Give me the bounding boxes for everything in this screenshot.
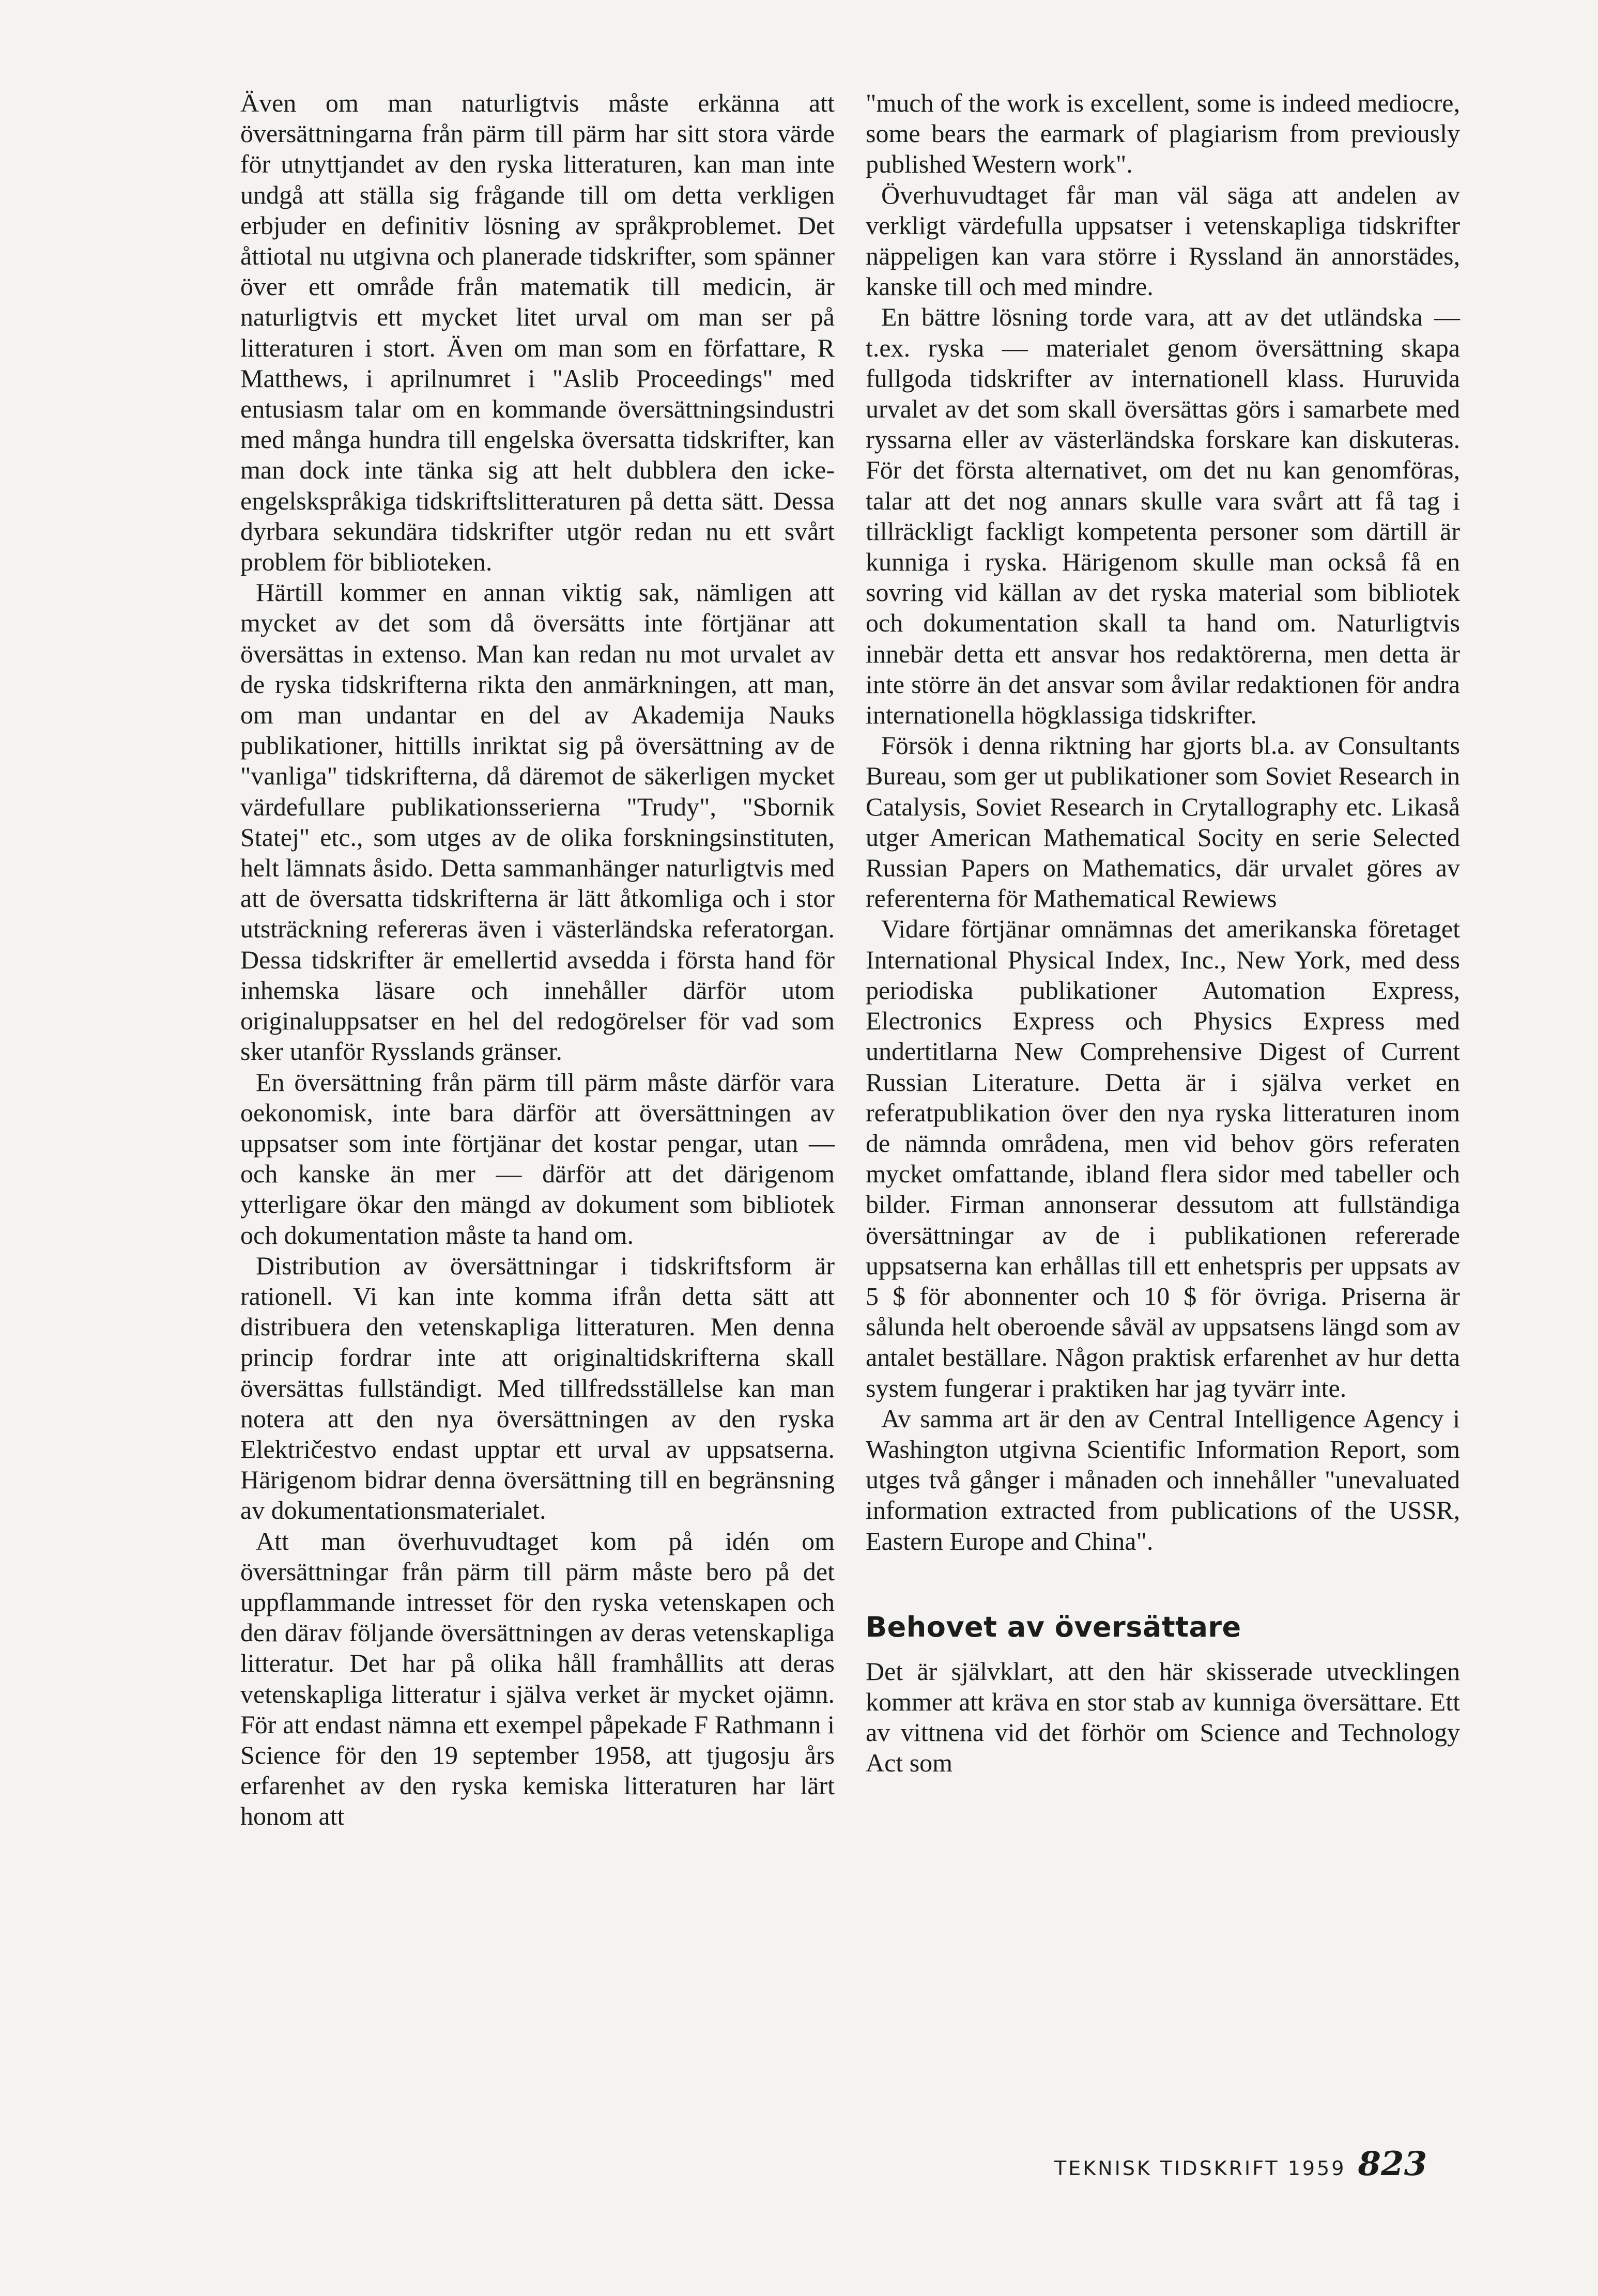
section-heading: Behovet av översättare bbox=[866, 1610, 1241, 1643]
paragraph: Att man överhuvudtaget kom på idén om översättningar från pärm till pärm måste bero på det uppflammande intresset för den ryska vetenskapen och den därav följande översättningen av deras vetenskapliga litteratur. Det har på olika håll framhållits att deras vetenskapliga litteratur i själva verket är mycket ojämn. För att endast nämna ett exempel påpekade F Rathmann i Science för den 19 september 1958, att tjugosju års erfarenhet av den ryska kemiska litteraturen har lärt honom att bbox=[240, 1526, 835, 1831]
paragraph: Överhuvudtaget får man väl säga att andelen av verkligt värdefulla uppsatser i vetenskapliga tidskrifter näppeligen kan vara större i Ryssland än annorstädes, kanske till och med mindre. bbox=[866, 180, 1460, 301]
paragraph: En bättre lösning torde vara, att av det utländska — t.ex. ryska — materialet genom översättning skapa fullgoda tidskrifter av internationell klass. Huruvida urvalet av det som skall översättas görs i samarbete med ryssarna eller av västerländska forskare kan diskuteras. För det första alternativet, om det nu kan genomföras, talar att det nog annars skulle vara svårt att få tag i tillräckligt fackligt kompetenta personer som därtill är kunniga i ryska. Härigenom skulle man också få en sovring vid källan av det ryska material som bibliotek och dokumentation skall ta hand om. Naturligtvis innebär detta ett ansvar hos redaktörerna, men detta är inte större än det ansvar som åvilar redaktionen för andra internationella högklassiga tidskrifter. bbox=[866, 302, 1460, 730]
page-number: 823 bbox=[1358, 2145, 1427, 2183]
right-column bbox=[866, 88, 1460, 1779]
paragraph: Härtill kommer en annan viktig sak, nämligen att mycket av det som då översätts inte förtjänar att översättas in extenso. Man kan redan nu mot urvalet av de ryska tidskrifterna rikta den anmärkningen, att man, om man undantar en del av Akademija Nauks publikationer, hittills inriktat sig på översättning av de "vanliga" tidskrifterna, då däremot de säkerligen mycket värdefullare publikationsserierna "Trudy", "Sbornik Statej" etc., som utges av de olika forskningsinstituten, helt lämnats åsido. Detta sammanhänger naturligtvis med att de översatta tidskrifterna är lätt åtkomliga och i stor utsträckning refereras även i västerländska referatorgan. Dessa tidskrifter är emellertid avsedda i första hand för inhemska läsare och innehåller därför utom originaluppsatser en hel del redogörelser för vad som sker utanför Rysslands gränser. bbox=[240, 578, 835, 1066]
journal-name: TEKNISK TIDSKRIFT 1959 bbox=[1054, 2157, 1346, 2180]
paragraph: Det är självklart, att den här skisserade utvecklingen kommer att kräva en stor stab av kunniga översättare. Ett av vittnena vid det förhör om Science and Technology Act som bbox=[866, 1656, 1460, 1778]
paragraph: Av samma art är den av Central Intelligence Agency i Washington utgivna Scientific Information Report, som utges två gånger i månaden och innehåller "unevaluated information extracted from publications of the USSR, Eastern Europe and China". bbox=[866, 1404, 1460, 1555]
paragraph: "much of the work is excellent, some is indeed mediocre, some bears the earmark of plagiarism from previously published Western work". bbox=[866, 88, 1460, 179]
paragraph: Försök i denna riktning har gjorts bl.a. av Consultants Bureau, som ger ut publikationer som Soviet Research in Catalysis, Soviet Research in Crytallography etc. Likaså utger American Mathematical Socity en serie Selected Russian Papers on Mathematics, där urvalet göres av referenterna för Mathematical Rewiews bbox=[866, 731, 1460, 913]
page-footer bbox=[1054, 2145, 1571, 2183]
paragraph: En översättning från pärm till pärm måste därför vara oekonomisk, inte bara därför att översättningen av uppsatser som inte förtjänar det kostar pengar, utan — och kanske än mer — därför att det därigenom ytterligare ökar den mängd av dokument som bibliotek och dokumentation måste ta hand om. bbox=[240, 1067, 835, 1250]
paragraph: Vidare förtjänar omnämnas det amerikanska företaget International Physical Index, Inc., New York, med dess periodiska publikationer Automation Express, Electronics Express och Physics Express med undertitlarna New Comprehensive Digest of Current Russian Literature. Detta är i själva verket en referatpublikation över den nya ryska litteraturen inom de nämnda områdena, men vid behov görs referaten mycket omfattande, ibland flera sidor med tabeller och bilder. Firman annonserar dessutom att fullständiga översättningar av de i publikationen refererade uppsatserna kan erhållas till ett enhetspris per uppsats av 5 $ för abonnenter och 10 $ för övriga. Priserna är sålunda helt oberoende såväl av uppsatsens längd som av antalet beställare. Någon praktisk erfarenhet av hur detta system fungerar i praktiken har jag tyvärr inte. bbox=[866, 914, 1460, 1403]
paragraph: Även om man naturligtvis måste erkänna att översättningarna från pärm till pärm har sitt stora värde för utnyttjandet av den ryska litteraturen, kan man inte undgå att ställa sig frågande till om detta verkligen erbjuder en definitiv lösning av språkproblemet. Det åttiotal nu utgivna och planerade tidskrifter, som spänner över ett område från matematik till medicin, är naturligtvis ett mycket litet urval om man ser på litteraturen i stort. Även om man som en författare, R Matthews, i aprilnumret i "Aslib Proceedings" med entusiasm talar om en kommande översättningsindustri med många hundra till engelska översatta tidskrifter, kan man dock inte tänka sig att helt dubblera den icke-engelskspråkiga tidskriftslitteraturen på detta sätt. Dessa dyrbara sekundära tidskrifter utgör redan nu ett svårt problem för biblioteken. bbox=[240, 88, 835, 577]
left-column bbox=[240, 88, 835, 1832]
paragraph: Distribution av översättningar i tidskriftsform är rationell. Vi kan inte komma ifrån detta sätt att distribuera den vetenskapliga litteraturen. Men denna princip fordrar inte att originaltidskrifterna skall översättas fullständigt. Med tillfredsställelse kan man notera att den nya översättningen av den ryska Električestvo endast upptar ett urval av uppsatserna. Härigenom bidrar denna översättning till en begränsning av dokumentationsmaterialet. bbox=[240, 1251, 835, 1525]
